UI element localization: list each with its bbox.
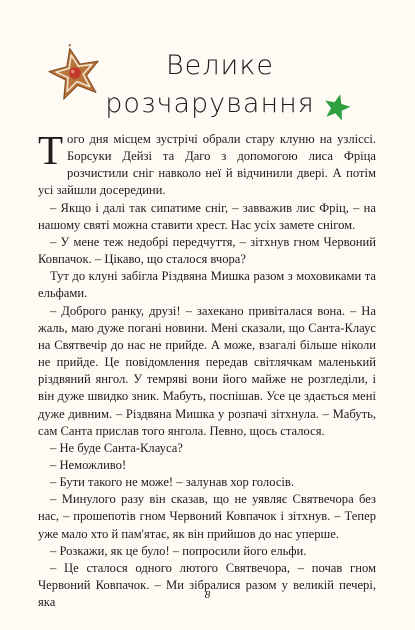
- green-star-icon: [322, 92, 352, 122]
- paragraph-10: – Розкажи, як це було! – попросили його ельфи.: [50, 543, 307, 558]
- chapter-title-line-2: розчарування: [105, 88, 315, 119]
- paragraph-9: – Минулого разу він сказав, що не уявляє Святвечора без нас, – прошепотів гном Червоний Ковпачок і зітхнув. – Тепер уже мало хто й пам'ятає, як він прийшов до нас уперше.: [38, 492, 376, 541]
- paragraph-3: – У мене теж недобрі передчуття, – зітхнув гном Червоний Ковпачок. – Цікаво, що сталося вчора?: [38, 234, 376, 267]
- paragraph-4: Тут до клуні забігла Різдвяна Мишка разом з моховиками та ельфами.: [38, 269, 376, 301]
- drop-cap: Т: [38, 127, 64, 173]
- paragraph-6: – Не буде Санта-Клауса?: [50, 440, 183, 455]
- chapter-text: [38, 127, 376, 611]
- gingerbread-star-cookie-icon: [46, 44, 104, 102]
- paragraph-5: – Доброго ранку, друзі! – захекано привіталася вона. – На жаль, маю дуже погані новини. Мені сказали, що Санта-Клаус на Святвечір до нас не прийде. А може, взагалі більше ніколи не прийде. Це повідомлення передав світлячкам маленький різдвяний янгол. У темряві вони його майже не розгледіли, і він дуже швидко зник. Мабуть, поспішав. Усе це здається мені дуже дивним. – Різдвяна Мишка у розпачі зітхнула. – Мабуть, сам Санта прислав того янгола. Певно, щось сталося.: [38, 303, 376, 438]
- paragraph-1: Того дня місцем зустрічі обрали стару клуню на узліссі. Борсуки Дейзі та Даго з допомогою лиса Фріца розчистили сніг навколо неї й відчинили двері. А потім усі зайшли досередини.: [38, 127, 376, 198]
- chapter-title-line-1: Велике: [166, 50, 274, 81]
- paragraph-11: – Це сталося одного лютого Святвечора, – почав гном Червоний Ковпачок. – Ми зібралися разом у великій печері, яка: [38, 560, 376, 610]
- paragraph-2: – Якщо і далі так сипатиме сніг, – завважив лис Фріц, – на нашому святі можна ставити хрест. Нас усіх замете снігом.: [38, 200, 376, 232]
- page-number: 8: [204, 589, 211, 601]
- paragraph-8: – Бути такого не може! – залунав хор голосів.: [50, 475, 295, 490]
- paragraph-7: – Неможливо!: [50, 457, 127, 472]
